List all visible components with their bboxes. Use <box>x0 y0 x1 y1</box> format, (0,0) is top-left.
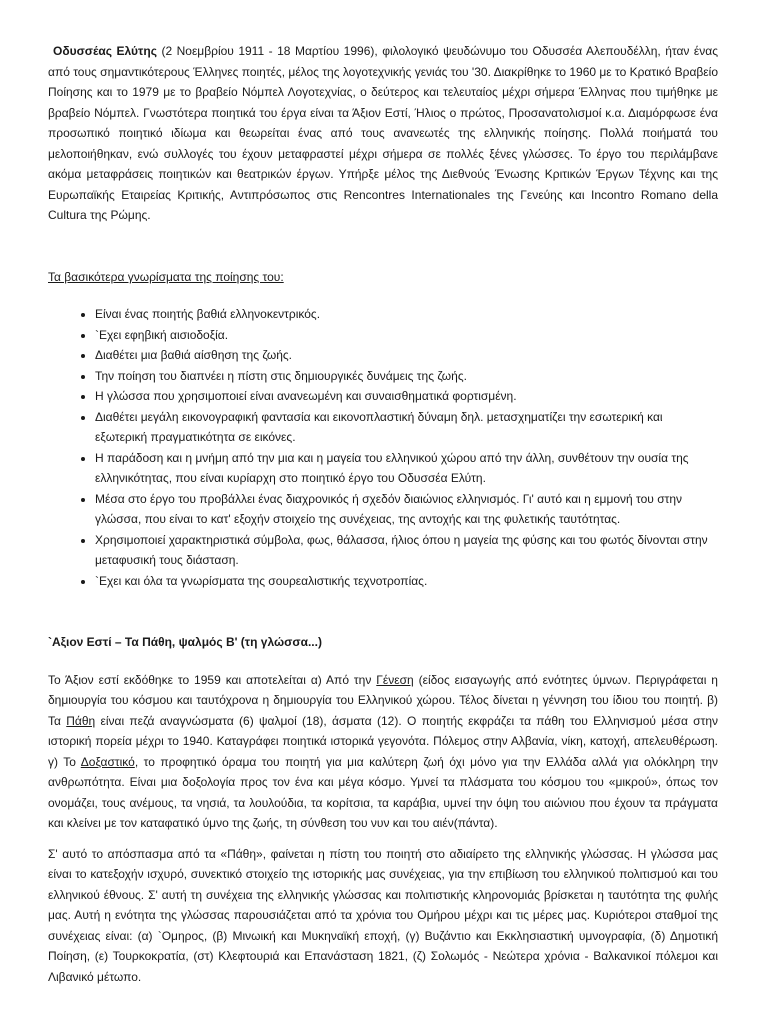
intro-paragraph <box>48 0 718 226</box>
poem-text: Το Άξιον εστί εκδόθηκε το 1959 και αποτελείται α) Από την <box>48 672 377 687</box>
genesis-term: Γένεση <box>376 672 414 687</box>
poem-paragraph-2: Σ' αυτό το απόσπασμα από τα «Πάθη», φαίνεται η πίστη του ποιητή στο αδιαίρετο της ελληνικής γλώσσας. Η γλώσσα μας είναι το κατεξοχήν ισχυρό, συνεκτικό στοιχείο της ιστορικής μας συνέχειας, για την επιβίωση του ελληνικού πολιτισμού και του ελληνικού έθνους. Σ' αυτή τη συνέχεια της ελληνικής γλώσσας και πολιτιστικής κληρονομιάς βρίσκεται η ταυτότητα της φυλής μας. Αυτή η ενότητα της γλώσσας παρουσιάζεται από τα χρόνια του Ομήρου μέχρι και τις μέρες μας. Κυριότεροι σταθμοί της συνέχειας είναι: (α) `Ομηρος, (β) Μινωική και Μυκηναϊκή εποχή, (γ) Βυζάντιο και Εκκλησιαστική υμνογραφία, (δ) Δημοτική Ποίηση, (ε) Τουρκοκρατία, (στ) Κλεφτουριά και Επανάσταση 1821, (ζ) Σολωμός - Νεώτερα χρόνια - Βαλκανικοί πόλεμοι και Λιβανικό μέτωπο. <box>48 846 718 984</box>
doxastiko-term: Δοξαστικό <box>80 754 135 769</box>
author-name: Οδυσσέας Ελύτης <box>53 44 157 58</box>
list-item: • Την ποίηση του διαπνέει η πίστη στις δημιουργικές δυνάμεις της ζωής. <box>95 366 718 387</box>
features-heading: Τα βασικότερα γνωρίσματα της ποίησης του: <box>48 269 284 284</box>
list-item: • Η γλώσσα που χρησιμοποιεί είναι ανανεωμένη και συναισθηματικά φορτισμένη. <box>95 386 718 407</box>
pathi-term: Πάθη <box>66 713 96 728</box>
intro-text: (2 Νοεμβρίου 1911 - 18 Μαρτίου 1996), φιλολογικό ψευδώνυμο του Οδυσσέα Αλεπουδέλλη, ήταν ένας από τους σημαντικότερους Έλληνες ποιητές, μέλος της λογοτεχνικής γενιάς του '30. Διακρίθηκε το 1960 με το Κρατικό Βραβείο Ποίησης και το 1979 με το βραβείο Νόμπελ Λογοτεχνίας, ο δεύτερος και τελευταίος μέχρι σήμερα Έλληνας που τιμήθηκε με βραβείο Νόμπελ. Γνωστότερα ποιητικά του έργα είναι τα Άξιον Εστί, Ήλιος ο πρώτος, Προσανατολισμοί κ.α. Διαμόρφωσε ένα προσωπικό ποιητικό ιδίωμα και θεωρείται ένας από τους ανανεωτές της ελληνικής ποίησης. Πολλά ποιήματά του μελοποιήθηκαν, ενώ συλλογές του έχουν μεταφραστεί μέχρι σήμερα σε πολλές ξένες γλώσσες. Το έργο του περιλάμβανε ακόμα μεταφράσεις ποιητικών και θεατρικών έργων. Υπήρξε μέλος της Διεθνούς Ένωσης Κριτικών Έργων Τέχνης και της Ευρωπαϊκής Εταιρείας Κριτικής, Αντιπρόσωπος στις Rencontres Internationales της Γενεύης και Incontro Romano della Cultura της Ρώμης. <box>48 44 718 222</box>
list-item: • `Εχει εφηβική αισιοδοξία. <box>95 325 718 346</box>
poem-text: , το προφητικό όραμα του ποιητή για μια καλύτερη ζωή όχι μόνο για την Ελλάδα αλλά για ολόκληρη την ανθρωπότητα. Είναι μια δοξολογία προς τον ένα και μέγα κόσμο. Υμνεί τα πλάσματα του κόσμου του «μικρού», όπως τον ονομάζει, τους ανέμους, τα νησιά, τα λουλούδια, τα κορίτσια, τα καράβια, υμνεί την όψη του αιώνιου που έχουν τα πράγματα και κλείνει με τον καταφατικό ύμνο της ζωής, τη σύνθεση του νυν και του αιέν(πάντα). <box>48 754 718 830</box>
list-item: • Χρησιμοποιεί χαρακτηριστικά σύμβολα, φως, θάλασσα, ήλιος όπου η μαγεία της φύσης και του φωτός δίνονται στην μεταφυσική τους διάσταση. <box>95 530 718 571</box>
list-item: • Η παράδοση και η μνήμη από την μια και η μαγεία του ελληνικού χώρου από την άλλη, συνθέτουν την ουσία της ελληνικότητας, που είναι κυρίαρχη στο ποιητικό έργο του Οδυσσέα Ελύτη. <box>95 448 718 489</box>
list-item: • Διαθέτει μεγάλη εικονογραφική φαντασία και εικονοπλαστική δύναμη δηλ. μετασχηματίζει την εσωτερική και εξωτερική πραγματικότητα σε εικόνες. <box>95 407 718 448</box>
list-item: • `Εχει και όλα τα γνωρίσματα της σουρεαλιστικής τεχνοτροπίας. <box>95 571 718 592</box>
list-item: • Μέσα στο έργο του προβάλλει ένας διαχρονικός ή σχεδόν διαιώνιος ελληνισμός. Γι' αυτό και η εμμονή του στην γλώσσα, που είναι το κατ' εξοχήν στοιχείο της συνέχειας, της αντοχής και της φυλετικής ταυτότητας. <box>95 489 718 530</box>
poem-text: (είδος εισαγωγής από ενότητες ύμνων. Περιγράφεται η δημιουργία του κόσμου και ταυτόχρονα η δημιουργία του Ελληνικού χώρου. Τέλος δίνεται η γέννηση του ίδιου του ποιητή. β) Τα <box>48 672 718 728</box>
list-item: • Είναι ένας ποιητής βαθιά ελληνοκεντρικός. <box>95 304 718 325</box>
list-item: • Διαθέτει μια βαθιά αίσθηση της ζωής. <box>95 345 718 366</box>
poem-text: είναι πεζά αναγνώσματα (6) ψαλμοί (18), άσματα (12). Ο ποιητής εκφράζει τα πάθη του Ελληνισμού μέσα στην ιστορική πορεία μέχρι το 1940. Καταγράφει ποιητικά ιστορικά γεγονότα. Πόλεμος στην Αλβανία, νίκη, κατοχή, απελευθέρωση. γ) Το <box>48 713 718 769</box>
features-list <box>48 304 718 591</box>
poem-heading: `Αξιον Εστί – Τα Πάθη, ψαλμός Β' (τη γλώσσα...) <box>48 635 322 649</box>
poem-paragraph-1 <box>48 670 718 834</box>
